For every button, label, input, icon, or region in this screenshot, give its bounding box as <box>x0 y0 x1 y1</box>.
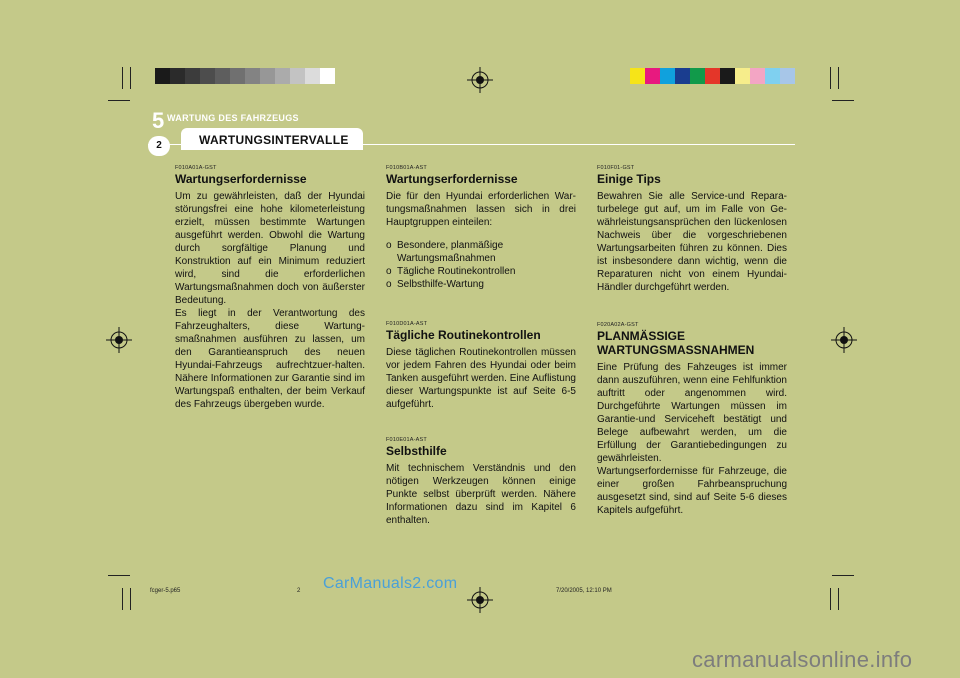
footer-filename: fcger-5.p65 <box>150 588 181 594</box>
section-code: F010D01A-AST <box>386 321 428 327</box>
section-body: Mit technischem Verständnis und den nötigen Werkzeugen können einige Punkte selbst überprüft werden. Nähere Informationen dazu sind im Kapitel 6 enthalten. <box>386 463 576 526</box>
color-swatch <box>660 68 675 84</box>
color-swatch <box>780 68 795 84</box>
list-item: o Tägliche Routinekontrollen <box>386 266 516 277</box>
gray-swatch <box>170 68 185 84</box>
maintenance-list <box>386 239 576 291</box>
color-swatch <box>645 68 660 84</box>
list-item: o Selbsthilfe-Wartung <box>386 279 484 290</box>
footer-page: 2 <box>297 588 301 594</box>
registration-target-icon <box>467 67 493 93</box>
color-swatch <box>690 68 705 84</box>
section-body: Wartungserfordernisse für Fahrzeuge, die einer großen Fahrbeanspruchung ausgesetzt sind, sind auf Seite 5-6 dieses Kapitels aufgeführt. <box>597 466 787 516</box>
gray-calibration-bar <box>155 68 335 84</box>
column-left <box>175 165 365 411</box>
registration-target-icon <box>467 587 493 613</box>
section-heading: Einige Tips <box>597 172 661 186</box>
section-code: F020A02A-GST <box>597 322 639 328</box>
gray-swatch <box>305 68 320 84</box>
column-right <box>597 165 787 517</box>
crop-mark <box>838 67 839 89</box>
section-heading: Tägliche Routinekontrollen <box>386 328 541 342</box>
watermark: carmanualsonline.info <box>692 647 913 672</box>
crop-mark <box>108 100 130 101</box>
color-swatch <box>705 68 720 84</box>
registration-target-icon <box>106 327 132 353</box>
crop-mark <box>122 67 123 89</box>
gray-swatch <box>200 68 215 84</box>
registration-target-icon <box>831 327 857 353</box>
section-code: F010A01A-GST <box>175 165 217 171</box>
gray-swatch <box>230 68 245 84</box>
list-item: o Besondere, planmäßige Wartungsmaßnahmen <box>386 240 504 264</box>
color-swatch <box>720 68 735 84</box>
gray-swatch <box>260 68 275 84</box>
color-swatch <box>675 68 690 84</box>
section-body: Um zu gewährleisten, daß der Hyundai störungsfrei eine hohe kilometerleistung erzielt, müssen bestimmte Wartungen ausgeführt werden. Obwohl die Wartung durch sorgfältige Planung und Konstruktion auf ein Minimum reduziert wird, sind die erforderlichen Wartungsmaßnahmen doch von äußerster Bedeutung. <box>175 191 365 306</box>
crop-mark <box>122 588 123 610</box>
crop-mark <box>130 588 131 610</box>
section-body: Es liegt in der Verantwortung des Fahrzeughalters, diese Wartung-smaßnahmen ausführen zu lassen, um den Garantieanspruch des neuen Hyundai-Fahrzeugs aufrechtzuer-halten. Nähere Informationen zur Garantie sind im Wartungspaß enthalten, der beim Verkauf des Fahrzeugs übergeben wurde. <box>175 308 365 410</box>
section-body: Bewahren Sie alle Service-und Repara-turbelege gut auf, um im Falle von Ge-währleistungsansprüchen den lückenlosen Nachweis über die vorgeschriebenen Wartungsarbeiten führen zu können. Dies ist insbesondere dann wichtig, wenn die Reparaturen nicht von einem Hyundai-Händler durchgeführt werden. <box>597 191 787 293</box>
crop-mark <box>832 100 854 101</box>
crop-mark <box>832 575 854 576</box>
section-heading: Wartungserfordernisse <box>175 172 307 186</box>
section-code: F010B01A-AST <box>386 165 427 171</box>
chapter-number: 5 <box>152 108 165 133</box>
gray-swatch <box>290 68 305 84</box>
crop-mark <box>130 67 131 89</box>
footer-timestamp: 7/20/2005, 12:10 PM <box>556 588 612 594</box>
crop-mark <box>830 588 831 610</box>
section-title: WARTUNGSINTERVALLE <box>199 133 349 147</box>
section-code: F010E01A-AST <box>386 437 427 443</box>
crop-mark <box>108 575 130 576</box>
gray-swatch <box>245 68 260 84</box>
site-logo[interactable]: CarManuals2.com <box>323 575 458 592</box>
color-swatch <box>750 68 765 84</box>
gray-swatch <box>185 68 200 84</box>
section-heading: PLANMÄSSIGE WARTUNGSMASSNAHMEN <box>597 329 755 357</box>
color-swatch <box>765 68 780 84</box>
section-heading: Wartungserfordernisse <box>386 172 518 186</box>
gray-swatch <box>275 68 290 84</box>
gray-swatch <box>215 68 230 84</box>
chapter-title: WARTUNG DES FAHRZEUGS <box>167 113 299 123</box>
section-body: Eine Prüfung des Fahzeuges ist immer dann auszuführen, wenn eine Fehlfunktion auftritt oder angenommen wird. Durchgeführte Wartungen müssen im Garantie-und Serviceheft bestätigt und Belege aufbewahrt werden, um die Erfüllung der Garantiebedingungen zu gewährleisten. <box>597 362 787 464</box>
crop-mark <box>838 588 839 610</box>
gray-swatch <box>155 68 170 84</box>
crop-mark <box>830 67 831 89</box>
section-heading: Selbsthilfe <box>386 444 447 458</box>
section-body: Die für den Hyundai erforderlichen War-tungsmaßnahmen lassen sich in drei Hauptgruppen einteilen: <box>386 191 576 228</box>
gray-swatch <box>320 68 335 84</box>
section-code: F010F01-GST <box>597 165 635 171</box>
section-body: Diese täglichen Routinekontrollen müssen vor jedem Fahren des Hyundai oder beim Tanken ausgeführt werden. Eine Auflistung dieser Wartungspunkte ist auf Seite 6-5 aufgeführt. <box>386 347 576 410</box>
page-number-badge: 2 <box>148 136 170 156</box>
column-middle <box>386 165 576 527</box>
color-swatch <box>630 68 645 84</box>
color-swatch <box>735 68 750 84</box>
color-calibration-bar <box>630 68 795 84</box>
